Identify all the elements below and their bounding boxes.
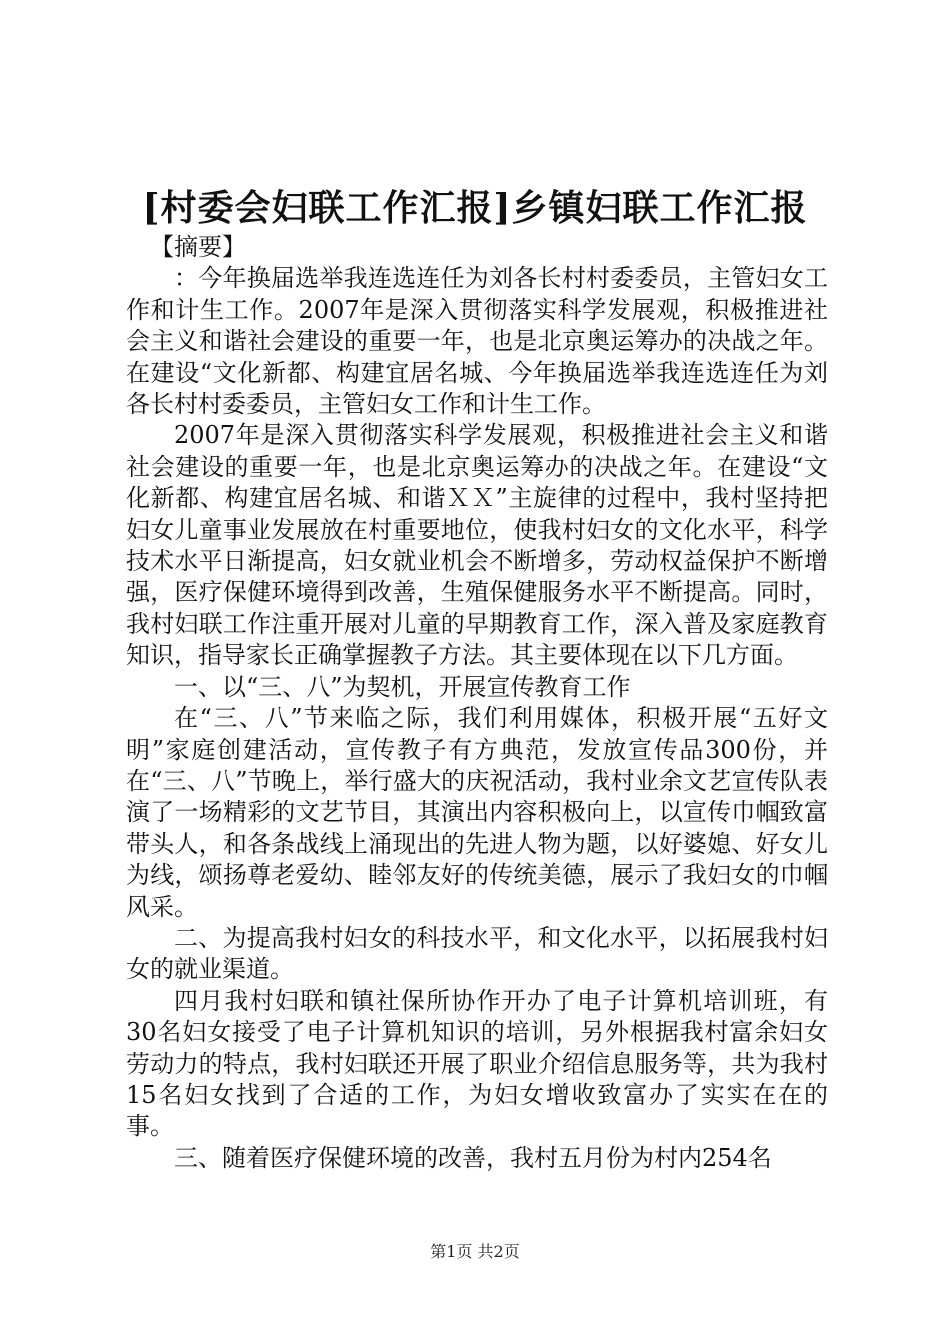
page-footer: 第1页 共2页	[430, 1242, 520, 1261]
body-paragraph-2: 在“三、八”节来临之际，我们利用媒体，积极开展“五好文明”家庭创建活动，宣传教子有方典范，发放宣传品300份，并在“三、八”节晚上，举行盛大的庆祝活动，我村业余文艺宣传队表演了一场精彩的文艺节目，其演出内容积极向上，以宣传巾帼致富带头人，和各条战线上涌现出的先进人物为题，以好婆媳、好女儿为线，颂扬尊老爱幼、睦邻友好的传统美德，展示了我妇女的巾帼风采。	[126, 704, 828, 921]
body-paragraph-3: 四月我村妇联和镇社保所协作开办了电子计算机培训班，有30名妇女接受了电子计算机知识的培训，另外根据我村富余妇女劳动力的特点，我村妇联还开展了职业介绍信息服务等，共为我村15名妇女找到了合适的工作，为妇女增收致富办了实实在在的事。	[126, 986, 828, 1141]
section-heading-3: 三、随着医疗保健环境的改善，我村五月份为村内254名	[174, 1143, 772, 1172]
abstract-paragraph: ：今年换届选举我连选连任为刘各长村村委委员，主管妇女工作和计生工作。2007年是深入贯彻落实科学发展观，积极推进社会主义和谐社会建设的重要一年，也是北京奥运筹办的决战之年。在建设“文化新都、构建宜居名城、今年换届选举我连选连任为刘各长村村委委员，主管妇女工作和计生工作。	[126, 264, 828, 419]
abstract-label: 【摘要】	[150, 233, 246, 261]
document-title: [村委会妇联工作汇报]乡镇妇联工作汇报	[142, 187, 808, 229]
section-heading-1: 一、以“三、八”为契机，开展宣传教育工作	[174, 672, 631, 701]
section-heading-2: 二、为提高我村妇女的科技水平，和文化水平，以拓展我村妇女的就业渠道。	[126, 923, 828, 984]
document-body	[126, 232, 828, 1174]
body-paragraph-1: 2007年是深入贯彻落实科学发展观，积极推进社会主义和谐社会建设的重要一年，也是北京奥运筹办的决战之年。在建设“文化新都、构建宜居名城、和谐ＸＸ”主旋律的过程中，我村坚持把妇女儿童事业发展放在村重要地位，使我村妇女的文化水平，科学技术水平日渐提高，妇女就业机会不断增多，劳动权益保护不断增强，医疗保健环境得到改善，生殖保健服务水平不断提高。同时，我村妇联工作注重开展对儿童的早期教育工作，深入普及家庭教育知识，指导家长正确掌握教子方法。其主要体现在以下几方面。	[126, 421, 828, 670]
